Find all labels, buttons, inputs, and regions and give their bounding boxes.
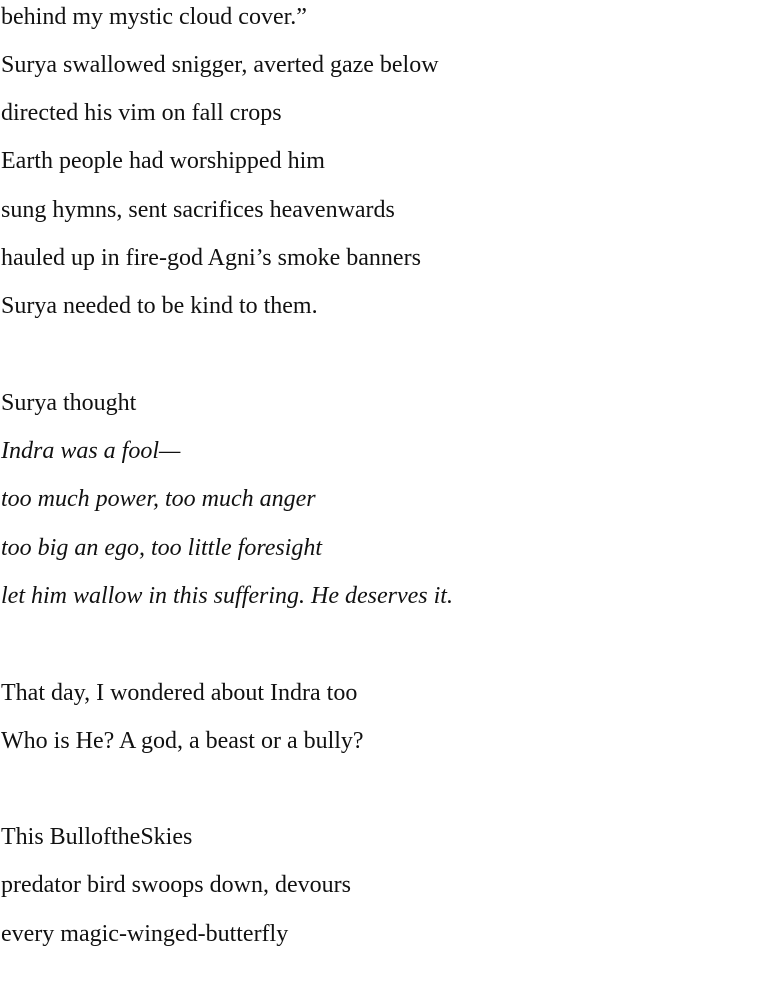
- poem-line-italic: too much power, too much anger: [1, 486, 316, 512]
- poem-line: predator bird swoops down, devours: [1, 872, 351, 898]
- poem-line-italic: Indra was a fool—: [1, 438, 181, 464]
- poem-line: Surya needed to be kind to them.: [1, 293, 318, 319]
- poem-line: hauled up in fire-god Agni’s smoke banners: [1, 245, 421, 271]
- poem-line-italic: let him wallow in this suffering. He deserves it.: [1, 583, 453, 609]
- poem-line: sung hymns, sent sacrifices heavenwards: [1, 197, 395, 223]
- poem-line: This BulloftheSkies: [1, 824, 193, 850]
- poem-line: Earth people had worshipped him: [1, 148, 325, 174]
- poem-line: directed his vim on fall crops: [1, 100, 282, 126]
- poem-line: Who is He? A god, a beast or a bully?: [1, 728, 364, 754]
- poem-line: Surya thought: [1, 390, 137, 416]
- poem-line: behind my mystic cloud cover.”: [1, 4, 307, 30]
- poem-line: Surya swallowed snigger, averted gaze below: [1, 52, 439, 78]
- poem-line-italic: too big an ego, too little foresight: [1, 535, 323, 561]
- poem-line: every magic-winged-butterfly: [1, 921, 289, 947]
- poem-line: That day, I wondered about Indra too: [1, 680, 358, 706]
